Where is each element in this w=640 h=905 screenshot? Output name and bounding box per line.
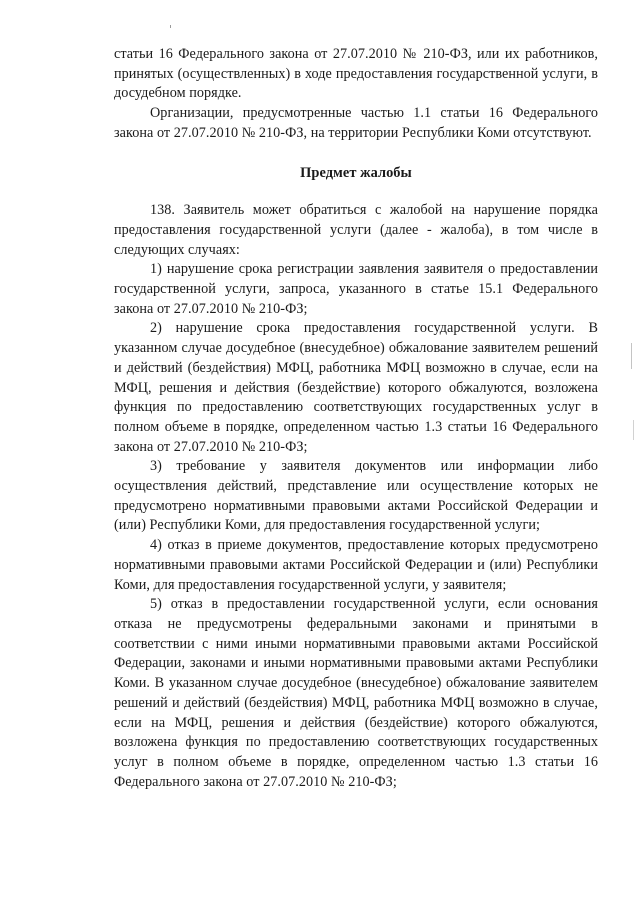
list-item-5: 5) отказ в предоставлении государственной услуги, если основания отказа не предусмотрены федеральными законами и принятыми в соответствии с ними иными нормативными правовыми актами Российской Федерации, законами и иными нормативными правовыми актами Республики Коми. В указанном случае досудебное (внесудебное) обжалование заявителем решений и действий (бездействия) МФЦ, работника МФЦ возможно в случае, если на МФЦ, решения и действия (бездействие) которого обжалуются, возложена функция по предоставлению соответствующих государственных услуг в полном объеме в порядке, определенном частью 1.3 статьи 16 Федерального закона от 27.07.2010 № 210-ФЗ; [114,596,598,790]
section-heading: Предмет жалобы [300,164,412,181]
list-item-4: 4) отказ в приеме документов, предоставление которых предусмотрено нормативными правовыми актами Российской Федерации и (или) Республики Коми, для предоставления государственной услуги, у заявителя; [114,537,598,593]
list-item-2: 2) нарушение срока предоставления государственной услуги. В указанном случае досудебное (внесудебное) обжалование заявителем решений и действий (бездействия) МФЦ, работника МФЦ возможно в случае, если на МФЦ, решения и действия (бездействие) которого обжалуются, возложена функция по предоставлению соответствующих государственных услуг в полном объеме в порядке, определенном частью 1.3 статьи 16 Федерального закона от 27.07.2010 № 210-ФЗ; [114,320,598,455]
intro-paragraph-organizations: Организации, предусмотренные частью 1.1 статьи 16 Федерального закона от 27.07.2010 № 210-ФЗ, на территории Республики Коми отсутствуют. [114,105,598,141]
scan-mark-right-2 [633,420,634,440]
spacer [114,144,598,164]
list-item-1: 1) нарушение срока регистрации заявления заявителя о предоставлении государственной услуги, запроса, указанного в статье 15.1 Федерального закона от 27.07.2010 № 210-ФЗ; [114,261,598,317]
spacer [114,183,598,201]
paragraph-138: 138. Заявитель может обратиться с жалобой на нарушение порядка предоставления государственной услуги (далее - жалоба), в том числе в следующих случаях: [114,202,598,258]
list-item-3: 3) требование у заявителя документов или информации либо осуществления действий, представление или осуществление которых не предусмотрено нормативными правовыми актами Российской Федерации и (или) Республики Коми, для предоставления государственной услуги; [114,458,598,534]
scan-mark-right-1 [631,343,632,369]
scan-mark-top [170,25,171,28]
intro-paragraph-continuation: статьи 16 Федерального закона от 27.07.2010 № 210-ФЗ, или их работников, принятых (осуществленных) в ходе предоставления государственной услуги, в досудебном порядке. [114,46,598,102]
document-body [114,45,598,792]
